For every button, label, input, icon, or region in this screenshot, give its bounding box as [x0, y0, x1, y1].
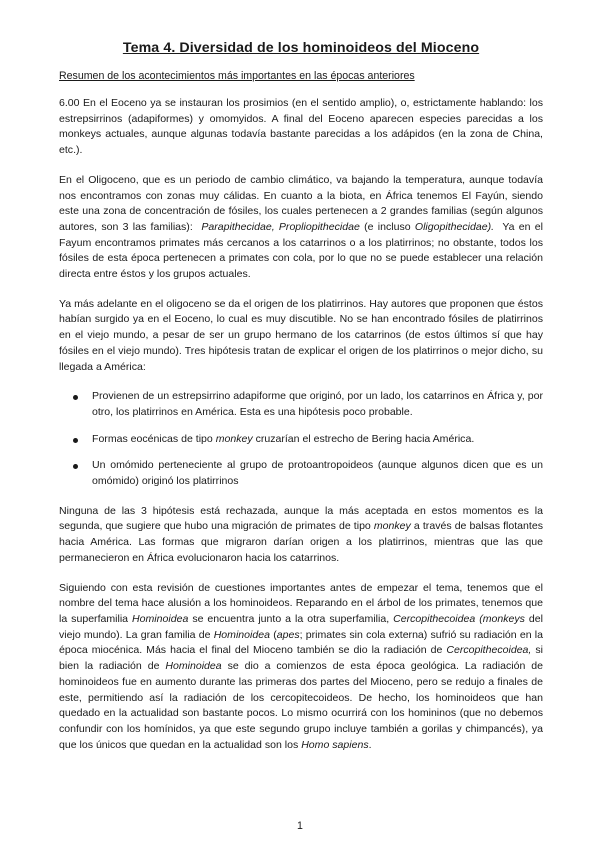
italic-term: (monkeys	[479, 612, 525, 625]
italic-term: apes	[276, 628, 300, 641]
text-run: 6.00 En el Eoceno ya se instauran los prosimios (en el sentido amplio), o, estrictamente hablando: los estrepsirrinos (adapiformes) y omomyidos. A final del Eoceno aparecen especies parecidas a los monkeys actuales, aunque algunas todavía bastante parecidas a los adápidos (en la zona de China, etc.).	[59, 97, 543, 157]
bullet-icon	[73, 438, 78, 443]
text-run: Formas eocénicas de tipo	[92, 432, 213, 445]
text-run: Provienen de un estrepsirrino adapiforme que originó, por un lado, los catarrinos en África y, por otro, los platirrinos en América. Esta es una hipótesis poco probable.	[92, 390, 543, 418]
paragraph-hominoideos	[59, 581, 543, 754]
text-run: del viejo mundo). La gran familia de	[59, 612, 543, 641]
italic-term: Oligopithecidae).	[414, 220, 495, 233]
page-title: Tema 4. Diversidad de los hominoideos del Mioceno	[122, 40, 480, 56]
text-run: Ninguna de las 3 hipótesis está rechazada, aunque la más aceptada en estos momentos es la segunda, que sugiere que hubo una migración de primates de tipo	[59, 504, 543, 533]
text-run: Ya más adelante en el oligoceno se da el origen de los platirrinos. Hay autores que proponen que éstos habían surgido ya en el Eoceno, lo cual es muy discutible. No se han encontrado fósiles de platirrinos en el viejo mundo, a pesar de ser un grupo hermano de los catarrinos (de estos últimos sí que hay fósiles en el viejo mundo). Tres hipótesis tratan de explicar el origen de los platirrinos o mejor dicho, su llegada a América:	[59, 297, 543, 373]
italic-term: Hominoidea	[213, 628, 270, 641]
paragraph-hipotesis	[59, 504, 543, 567]
text-run: (e incluso	[364, 220, 411, 233]
bullet-icon	[73, 395, 78, 400]
bullet-icon	[73, 464, 78, 469]
text-run: .	[368, 738, 372, 751]
italic-term: monkey	[215, 432, 253, 445]
text-run: se encuentra junto a la otra superfamilia,	[192, 612, 390, 625]
paragraph-platirrinos	[59, 297, 543, 376]
italic-term: Hominoidea	[132, 612, 189, 625]
paragraph-eoceno	[59, 96, 543, 159]
list-item	[59, 458, 543, 489]
italic-term: Cercopithecoidea,	[446, 644, 532, 657]
text-run: cruzarían el estrecho de Bering hacia América.	[255, 432, 475, 445]
list-item	[59, 432, 543, 448]
italic-term: Homo sapiens	[301, 738, 369, 751]
text-run: Ya en el Fayum encontramos primates más cercanos a los catarrinos o a los platirrinos; no obstante, todos los fósiles de esta época pertenecen a primates con cola, por lo que no se puede establecer una relación directa entre éstos y los grupos actuales.	[59, 220, 543, 281]
text-run: si bien la radiación de	[59, 644, 543, 673]
section-subtitle: Resumen de los acontecimientos más importantes en las épocas anteriores	[59, 70, 415, 82]
document-page	[59, 40, 543, 767]
list-item	[59, 389, 543, 420]
text-run: a través de balsas flotantes hacia América. Las formas que migraron darían origen a los platirrinos, mientras que las que permanecieron en África evolucionaron hacia los catarrinos.	[59, 520, 543, 564]
italic-term: Hominoidea	[165, 660, 222, 673]
text-run: Un omómido perteneciente al grupo de protoantropoideos (aunque algunos dicen que es un omómido) originó los platirrinos	[92, 459, 543, 488]
italic-term: monkey	[373, 520, 411, 533]
text-run: En el Oligoceno, que es un periodo de cambio climático, va bajando la temperatura, aunque todavía nos encontramos con zonas muy cálidas. En cuanto a la biota, en África tenemos El Fayún, siendo este una zona de concentración de fósiles, los cuales pertenecen a 2 grandes familias (según algunos autores, son 3 las familias):	[59, 173, 543, 233]
italic-term: Parapithecidae, Propliopithecidae	[201, 220, 360, 233]
italic-term: Cercopithecoidea	[393, 612, 476, 625]
text-run: (	[273, 628, 277, 641]
text-run: Siguiendo con esta revisión de cuestiones importantes antes de empezar el tema, tenemos que el nombre del tema hace alusión a los hominoideos. Reparando en el árbol de los primates, tenemos que la superfamilia	[59, 581, 543, 625]
text-run: se dio a comienzos de esta época geológica. La radiación de hominoideos fue en aumento durante las primeras dos partes del Mioceno, pero se redujo a finales de este, permitiendo así la radiación de los cercopitecoideos. De hecho, los hominoideos que han quedado en la actualidad son bastante pocos. Lo mismo ocurrirá con los homininos (que no debemos confundir con los homínidos, ya que este segundo grupo incluye también a gorilas y chimpancés), ya que los únicos que quedan en la actualidad son los	[59, 660, 543, 751]
page-number: 1	[297, 820, 303, 832]
paragraph-oligoceno	[59, 173, 543, 283]
text-run: ; primates sin cola externa) sufrió su radiación en la época miocénica. Más hacia el final del Mioceno también se dio la radiación de	[59, 628, 544, 657]
hypothesis-list	[59, 389, 543, 490]
